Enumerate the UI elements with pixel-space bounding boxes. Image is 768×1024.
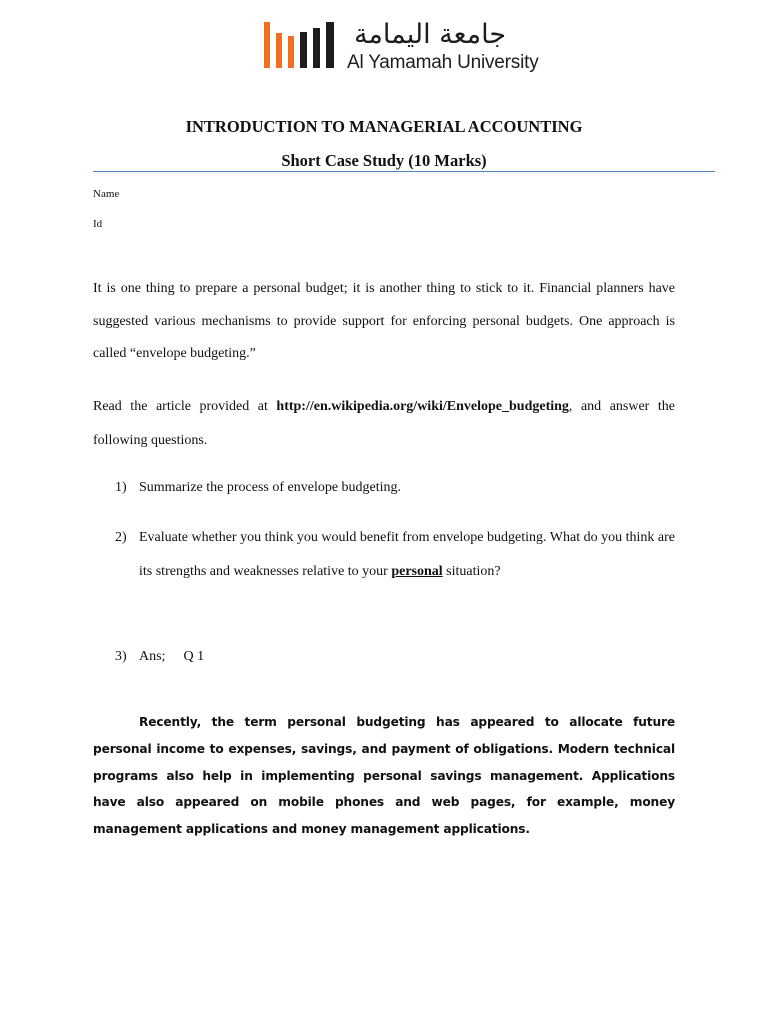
- id-label: Id: [93, 218, 103, 230]
- question-2-text: [139, 521, 675, 589]
- question-2-text-after: situation?: [442, 564, 501, 579]
- question-2-emphasis: personal: [391, 564, 443, 579]
- name-label: Name: [93, 188, 120, 200]
- intro-paragraph: It is one thing to prepare a personal budget; it is another thing to stick to it. Financial planners have suggested various mechanisms to provide support for enforcing personal budgets. One approach is called “envelope budgeting.”: [93, 281, 675, 361]
- article-link[interactable]: http://en.wikipedia.org/wiki/Envelope_budgeting: [276, 399, 569, 414]
- header-divider: [93, 171, 715, 172]
- question-1-number: 1): [115, 480, 127, 495]
- document-subtitle: Short Case Study (10 Marks): [281, 151, 487, 170]
- document-title: INTRODUCTION TO MANAGERIAL ACCOUNTING: [185, 117, 583, 136]
- logo-arabic-name: جامعة اليمامة: [353, 19, 507, 50]
- answer-label: Ans;: [139, 649, 166, 664]
- question-2-number: 2): [115, 530, 127, 545]
- question-2-text-before: Evaluate whether you think you would benefit from envelope budgeting. What do you think are its strengths and weaknesses relative to your: [139, 530, 675, 579]
- answer-paragraph: Recently, the term personal budgeting has appeared to allocate future personal income to expenses, savings, and payment of obligations. Modern technical programs also help in implementing personal savings management. Applications have also appeared on mobile phones and web pages, for example, money management applications and money management applications.: [93, 715, 675, 837]
- answer-question-ref: Q 1: [183, 649, 205, 664]
- article-instruction: [93, 390, 675, 458]
- university-logo: [263, 16, 539, 76]
- instruction-text-before: Read the article provided at: [93, 399, 277, 414]
- question-3-text: [139, 640, 675, 674]
- instruction-text-after: , and answer the following questions.: [93, 399, 675, 448]
- question-1-text: Summarize the process of envelope budgeting.: [139, 480, 402, 495]
- logo-bars-icon: [263, 16, 347, 72]
- question-3-number: 3): [115, 649, 127, 664]
- logo-english-name: Al Yamamah University: [347, 52, 539, 73]
